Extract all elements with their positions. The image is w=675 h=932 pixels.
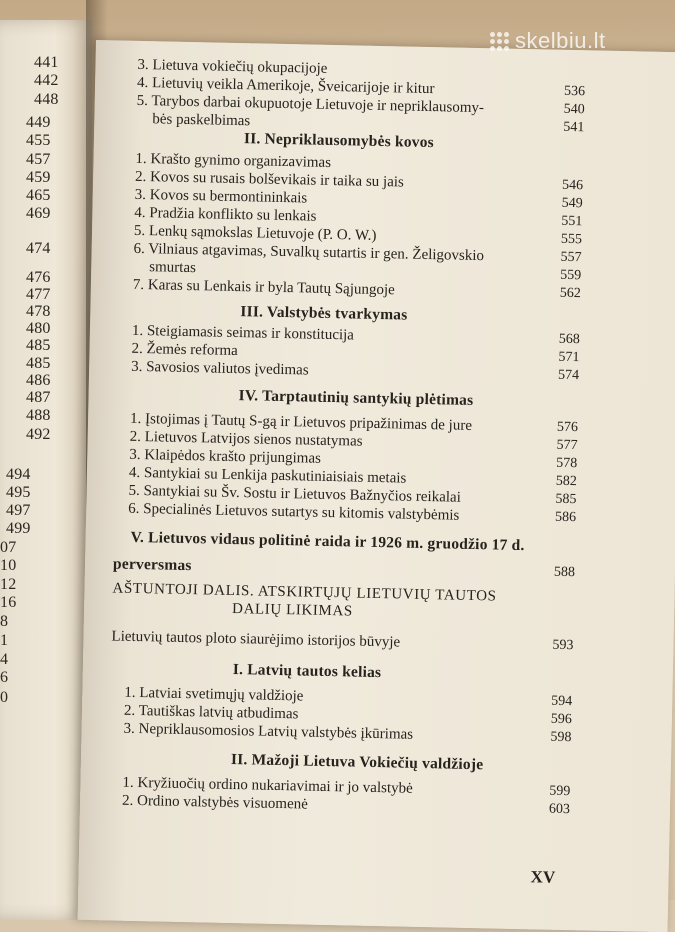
toc-entry-text: 5. Santykiai su Šv. Sostu ir Lietuvos Bažnyčios reikalai [128,482,461,506]
toc-page-number: 598 [550,729,572,746]
toc-entry-text: AŠTUNTOJI DALIS. ATSKIRTŲJŲ LIETUVIŲ TAUTOS [112,580,497,605]
toc-entry-text: perversmas [112,555,192,575]
left-page-number: 6 [0,669,9,686]
toc-page-number: 549 [561,195,583,212]
toc-page-number: 577 [556,437,578,454]
toc-entry-text: 6. Specialinės Lietuvos sutartys su kitomis valstybėmis [128,500,460,524]
left-page-number: 474 [26,240,51,257]
toc-page-number: 593 [552,637,574,654]
section-heading [113,555,192,575]
toc-page-number: 576 [556,419,579,436]
toc-entry-text: II. Mažoji Lietuva Vokiečių valdžioje [230,750,484,774]
left-page-number: 457 [26,151,51,168]
toc-entry-text: 3. Nepriklausomosios Latvių valstybės įkūrimas [123,720,414,743]
toc-page-number: 596 [550,711,573,728]
toc-entry [149,259,196,277]
left-page-number: 459 [26,169,51,186]
toc-entry-text: 3. Klaipėdos krašto prijungimas [129,446,322,467]
watermark-logo-icon [490,32,509,51]
left-page-number: 10 [0,557,17,574]
toc-entry-text: 5. Lenkų sąmokslas Lietuvoje (P. O. W.) [133,222,377,244]
section-heading [130,529,524,555]
toc-entry-text: I. Latvių tautos kelias [232,661,382,682]
toc-page-number: 536 [563,83,586,100]
toc-page-number: 603 [548,801,571,818]
left-page-number: 497 [6,502,31,519]
toc-entry-text: Lietuvių tautos ploto siaurėjimo istorijos būvyje [111,628,401,651]
toc-entry-text: 3. Kovos su bermontininkais [134,186,308,207]
toc-entry-text: 1. Latviai svetimųjų valdžioje [124,684,304,705]
left-page-number: 476 [26,269,51,286]
left-page-number: 4 [0,651,9,668]
toc-entry-text: 2. Žemės reforma [131,340,238,360]
section-heading [238,387,473,410]
toc-page-number: 588 [553,564,576,581]
toc-page-number: 562 [559,285,581,302]
toc-entry-text: 3. Savosios valiutos įvedimas [130,358,309,379]
left-page-number: 499 [6,520,31,537]
toc-page-number: 555 [560,231,583,248]
toc-entry-text: 4. Santykiai su Lenkija paskutiniaisiais metais [128,464,407,487]
toc-entry-text: 2. Tautiškas latvių atbudimas [123,702,299,723]
toc-page-number: 571 [558,349,580,366]
toc-entry-text: II. Nepriklausomybės kovos [243,130,435,152]
toc-entry-text: 1. Kryžiuočių ordino nukariavimai ir jo valstybė [122,774,413,797]
left-page-number: 449 [26,114,51,131]
toc-entry-text: V. Lietuvos vidaus politinė raida ir 1926 m. gruodžio 17 d. [130,528,525,555]
toc-page-number: 578 [556,455,578,472]
toc-entry-text: 4. Pradžia konflikto su lenkais [134,204,317,225]
right-page [78,40,675,932]
left-page-number: 487 [26,389,51,406]
toc-entry-text: DALIŲ LIKIMAS [231,600,353,620]
watermark-text: skelbiu.lt [515,28,606,53]
toc-page-number: 586 [554,509,577,526]
left-page-number: 12 [0,576,17,593]
toc-page-number: 599 [549,783,571,800]
left-page-number: 494 [6,466,31,483]
section-heading [232,601,353,621]
toc-entry-text: 1. Krašto gynimo organizavimas [135,150,332,171]
left-page-number: 16 [0,594,17,611]
toc-entry-text: 2. Lietuvos Latvijos sienos nustatymas [129,428,363,450]
toc-page-number: 559 [560,267,582,284]
toc-page-number: 540 [563,101,585,118]
toc-entry [111,628,400,651]
left-page-number: 07 [0,539,17,556]
left-page-number: 8 [0,613,9,630]
section-heading [244,130,434,152]
toc-page-number: 594 [551,693,573,710]
left-page-number: 492 [26,426,51,443]
left-page-number: 1 [0,632,9,649]
toc-entry [122,793,308,814]
left-page-number: 495 [6,484,31,501]
toc-page-number: 546 [561,177,584,194]
left-page-number: 465 [26,187,51,204]
toc-page-number: 582 [555,473,578,490]
toc-page-number: 541 [563,119,585,136]
section-heading [240,303,407,324]
toc-entry [123,721,413,744]
left-page-number: 485 [26,337,51,354]
page-number-roman: XV [530,867,556,887]
toc-entry [131,359,309,380]
toc-entry-text: 2. Ordino valstybės visuomenė [121,792,309,813]
toc-entry-text: 7. Karas su Lenkais ir byla Tautų Sąjungoje [132,276,395,299]
left-page-number: 441 [34,54,59,71]
toc-entry-text: 1. Įstojimas į Tautų S-gą ir Lietuvos pripažinimas de jure [129,410,473,434]
toc-entry-text: III. Valstybės tvarkymas [240,303,408,324]
left-page-number: 442 [34,72,59,89]
toc-entry-text: 4. Lietuvių veikla Amerikoje, Šveicarijoje ir kitur [136,74,435,98]
left-page-number: 488 [26,407,51,424]
left-page-number: 486 [26,372,51,389]
toc-entry-text: 5. Tarybos darbai okupuotoje Lietuvoje ir nepriklausomy- [136,92,485,117]
toc-page-number: 557 [560,249,582,266]
left-page-number: 480 [26,320,51,337]
toc-entry [152,111,250,130]
left-page-number: 0 [0,689,9,706]
toc-entry-text: 6. Vilniaus atgavimas, Suvalkų sutartis ir gen. Želigovskio [133,240,485,265]
toc-entry-text: 3. Lietuva vokiečių okupacijoje [137,56,328,77]
left-page-number: 469 [26,205,51,222]
toc-page-number: 551 [561,213,583,230]
section-heading [233,661,382,682]
left-page-number: 477 [26,286,51,303]
left-page [0,20,92,920]
watermark [490,28,606,54]
toc-page-number: 574 [557,367,580,384]
toc-page-number: 585 [555,491,577,508]
toc-entry [135,187,308,208]
toc-page-number: 568 [558,331,580,348]
toc-entry [131,341,238,360]
section-heading [231,751,484,774]
left-page-number: 485 [26,355,51,372]
toc-entry [133,277,395,299]
toc-entry-text: 2. Kovos su rusais bolševikais ir taika su jais [134,168,404,191]
left-page-number: 448 [34,91,59,108]
toc-entry-text: 1. Steigiamasis seimas ir konstitucija [131,322,355,344]
toc-entry-text: bės paskelbimas [152,111,251,130]
left-page-number: 455 [26,132,51,149]
toc-entry-text: IV. Tarptautinių santykių plėtimas [238,387,474,409]
toc-entry-text: smurtas [149,259,197,277]
left-page-number: 478 [26,303,51,320]
